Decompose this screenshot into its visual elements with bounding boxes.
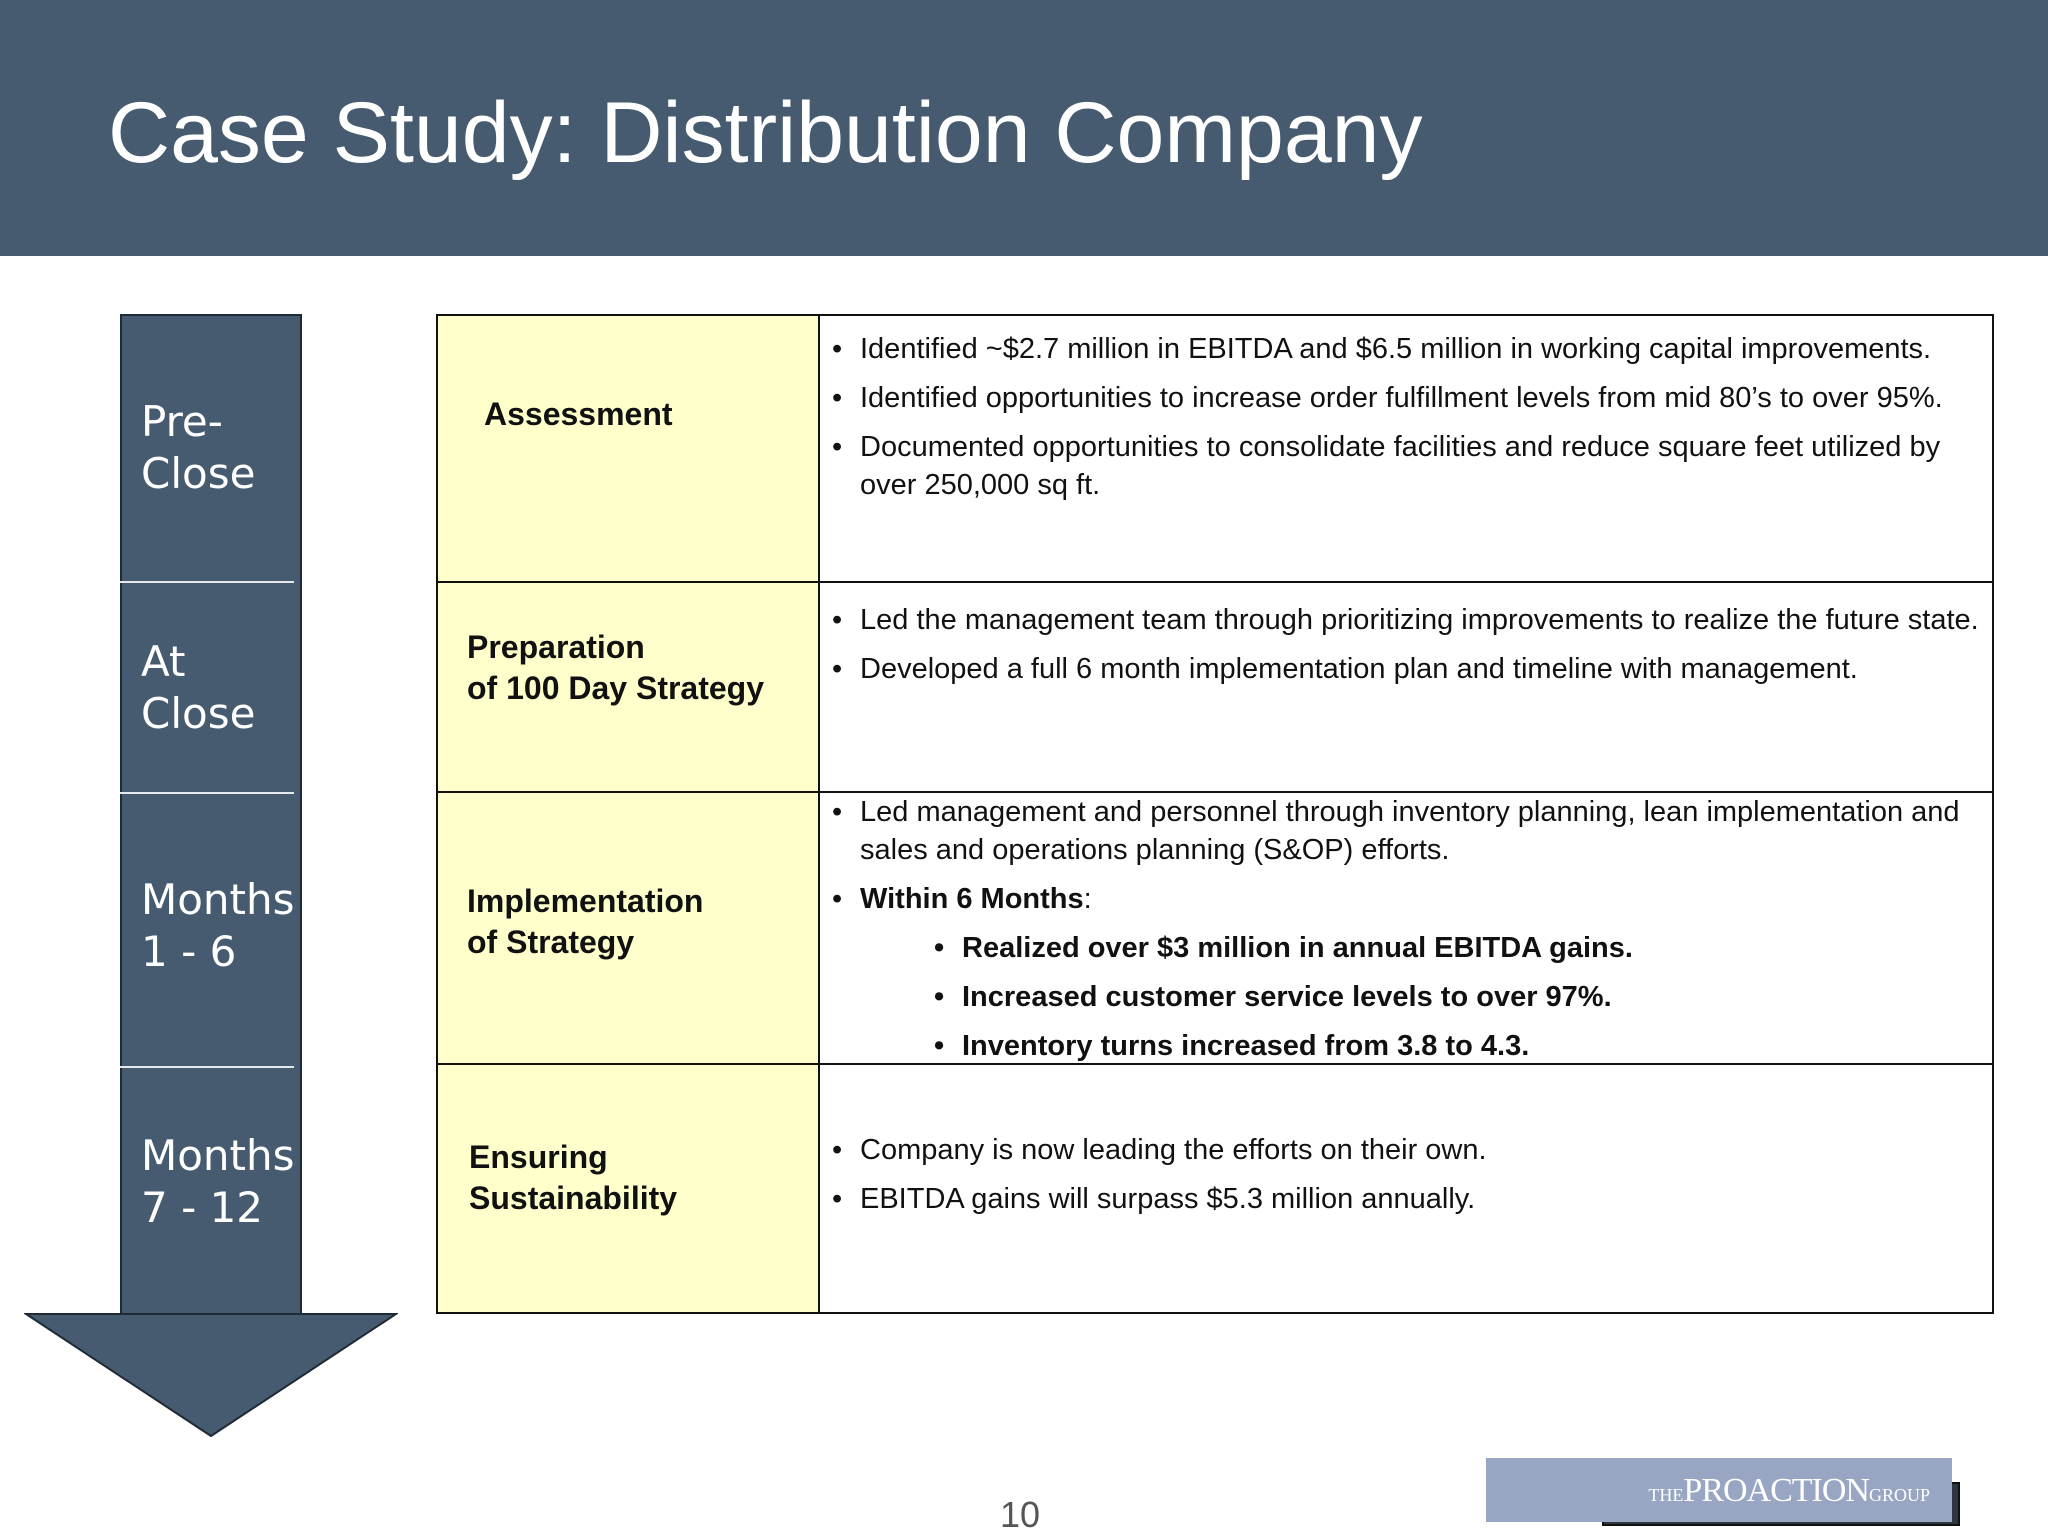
logo-wordmark: THEPROACTIONGROUP (1648, 1472, 1930, 1509)
bullet-list (822, 1131, 1982, 1229)
detail-cell (822, 1065, 1992, 1312)
bullet-item: • EBITDA gains will surpass $5.3 million annually. (822, 1180, 1982, 1218)
table-row-assessment (436, 314, 1994, 583)
phase-label-months-1-6: Months 1 - 6 (141, 875, 295, 976)
bullet-list (822, 601, 1982, 699)
detail-cell (822, 583, 1992, 791)
table-row-implementation (436, 791, 1994, 1065)
bullet-list (822, 793, 1982, 1076)
bullet-item: • Developed a full 6 month implementation plan and timeline with management. (822, 650, 1982, 688)
title-band (0, 0, 2048, 256)
bullet-item: • Company is now leading the efforts on their own. (822, 1131, 1982, 1169)
stage-label-preparation: Preparation of 100 Day Strategy (467, 629, 765, 706)
within-label: Within 6 Months (860, 883, 1084, 915)
page-number: 10 (1000, 1494, 1041, 1535)
phase-divider (120, 792, 294, 794)
table-row-sustainability (436, 1063, 1994, 1314)
stage-cell (438, 316, 820, 581)
detail-cell (822, 793, 1992, 1063)
sub-bullet-item: • Inventory turns increased from 3.8 to 4.3. (822, 1027, 1982, 1065)
bullet-item: • Documented opportunities to consolidate facilities and reduce square feet utilized by over 250,000 sq ft. (822, 428, 1982, 504)
sub-bullet-item: • Increased customer service levels to over 97%. (822, 978, 1982, 1016)
within-colon: : (1083, 883, 1092, 915)
phase-divider (120, 581, 294, 583)
phase-divider (120, 1066, 294, 1068)
bullet-item-within (822, 880, 1982, 918)
table-row-preparation (436, 581, 1994, 793)
case-study-table (436, 314, 1994, 1314)
sub-bullet-item: • Realized over $3 million in annual EBITDA gains. (822, 929, 1982, 967)
bullet-list (822, 330, 1982, 515)
timeline-arrow-head (24, 1310, 398, 1440)
stage-cell (438, 793, 820, 1063)
slide-title: Case Study: Distribution Company (108, 85, 1423, 181)
stage-label-assessment: Assessment (484, 396, 673, 432)
stage-label-implementation: Implementation of Strategy (467, 883, 704, 960)
stage-label-sustainability: Ensuring Sustainability (469, 1139, 678, 1216)
phase-label-months-7-12: Months 7 - 12 (141, 1131, 295, 1232)
bullet-item: • Identified ~$2.7 million in EBITDA and $6.5 million in working capital improvements. (822, 330, 1982, 368)
phase-label-pre-close: Pre- Close (141, 397, 256, 498)
bullet-item: • Led the management team through prioritizing improvements to realize the future state. (822, 601, 1982, 639)
phase-label-at-close: At Close (141, 637, 256, 738)
proaction-logo (1486, 1458, 1952, 1522)
stage-cell (438, 1065, 820, 1312)
bullet-item: • Led management and personnel through inventory planning, lean implementation and sales and operations planning (S&OP) efforts. (822, 793, 1982, 869)
detail-cell (822, 316, 1992, 581)
stage-cell (438, 583, 820, 791)
bullet-item: • Identified opportunities to increase order fulfillment levels from mid 80’s to over 95%. (822, 379, 1982, 417)
